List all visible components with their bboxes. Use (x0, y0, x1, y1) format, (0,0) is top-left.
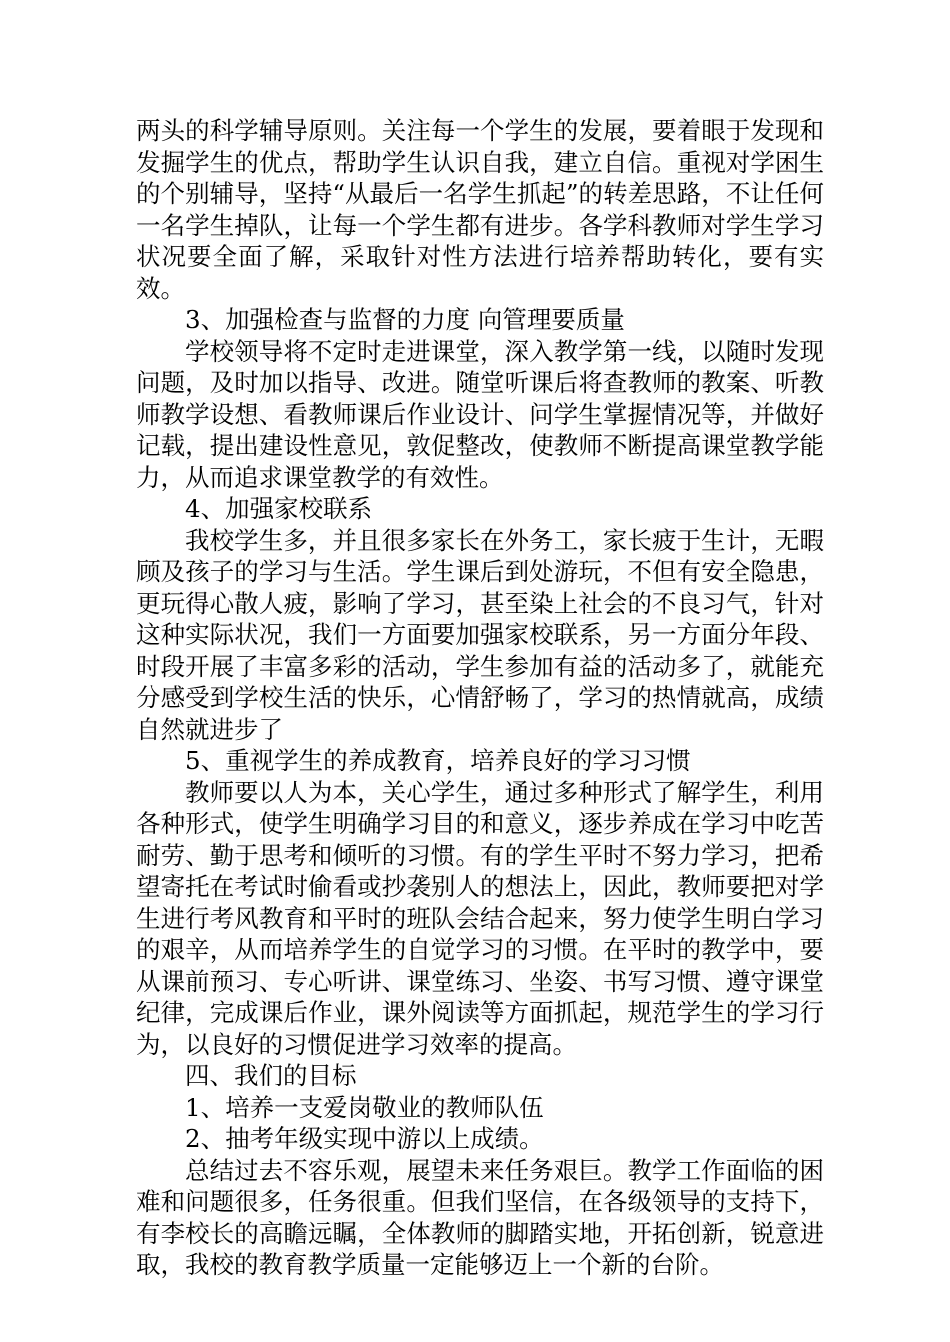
paragraph-conclusion: 总结过去不容乐观，展望未来任务艰巨。教学工作面临的困难和问题很多，任务很重。但我们坚信，在各级领导的支持下，有李校长的高瞻远瞩，全体教师的脚踏实地，开拓创新，锐意进取，我校的教育教学质量一定能够迈上一个新的台阶。 (136, 1155, 824, 1279)
paragraph-habit-education: 教师要以人为本，关心学生，通过多种形式了解学生，利用各种形式，使学生明确学习目的和意义，逐步养成在学习中吃苦耐劳、勤于思考和倾听的习惯。有的学生平时不努力学习，把希望寄托在考试时偷看或抄袭别人的想法上，因此，教师要把对学生进行考风教育和平时的班队会结合起来，努力使学生明白学习的艰辛，从而培养学生的自觉学习的习惯。在平时的教学中，要从课前预习、专心听讲、课堂练习、坐姿、书写习惯、遵守课堂纪律，完成课后作业，课外阅读等方面抓起，规范学生的学习行为，以良好的习惯促进学习效率的提高。 (136, 777, 824, 1059)
goal-item-2: 2、抽考年级实现中游以上成绩。 (185, 1124, 544, 1153)
paragraph-inspection-supervision: 学校领导将不定时走进课堂，深入教学第一线，以随时发现问题，及时加以指导、改进。随堂听课后将查教师的教案、听教师教学设想、看教师课后作业设计、问学生掌握情况等，并做好记载，提出建设性意见，敦促整改，使教师不断提高课堂教学能力，从而追求课堂教学的有效性。 (136, 336, 824, 492)
heading-our-goals: 四、我们的目标 (185, 1061, 357, 1090)
heading-habit-education: 5、重视学生的养成教育，培养良好的学习习惯 (185, 746, 691, 775)
goal-item-1: 1、培养一支爱岗敬业的教师队伍 (185, 1092, 544, 1122)
heading-home-school: 4、加强家校联系 (185, 494, 373, 523)
document-body (136, 115, 824, 1281)
paragraph-home-school: 我校学生多，并且很多家长在外务工，家长疲于生计，无暇顾及孩子的学习与生活。学生课后到处游玩，不但有安全隐患，更玩得心散人疲，影响了学习，甚至染上社会的不良习气，针对这种实际状况，我们一方面要加强家校联系，另一方面分年段、时段开展了丰富多彩的活动，学生参加有益的活动多了，就能充分感受到学校生活的快乐，心情舒畅了，学习的热情就高，成绩自然就进步了 (136, 525, 824, 744)
heading-inspection-supervision: 3、加强检查与监督的力度 向管理要质量 (185, 305, 625, 334)
paragraph-continuation: 两头的科学辅导原则。关注每一个学生的发展，要着眼于发现和发掘学生的优点，帮助学生认识自我，建立自信。重视对学困生的个别辅导，坚持“从最后一名学生抓起”的转差思路，不让任何一名学生掉队，让每一个学生都有进步。各学科教师对学生学习状况要全面了解，采取针对性方法进行培养帮助转化，要有实效。 (136, 116, 824, 303)
